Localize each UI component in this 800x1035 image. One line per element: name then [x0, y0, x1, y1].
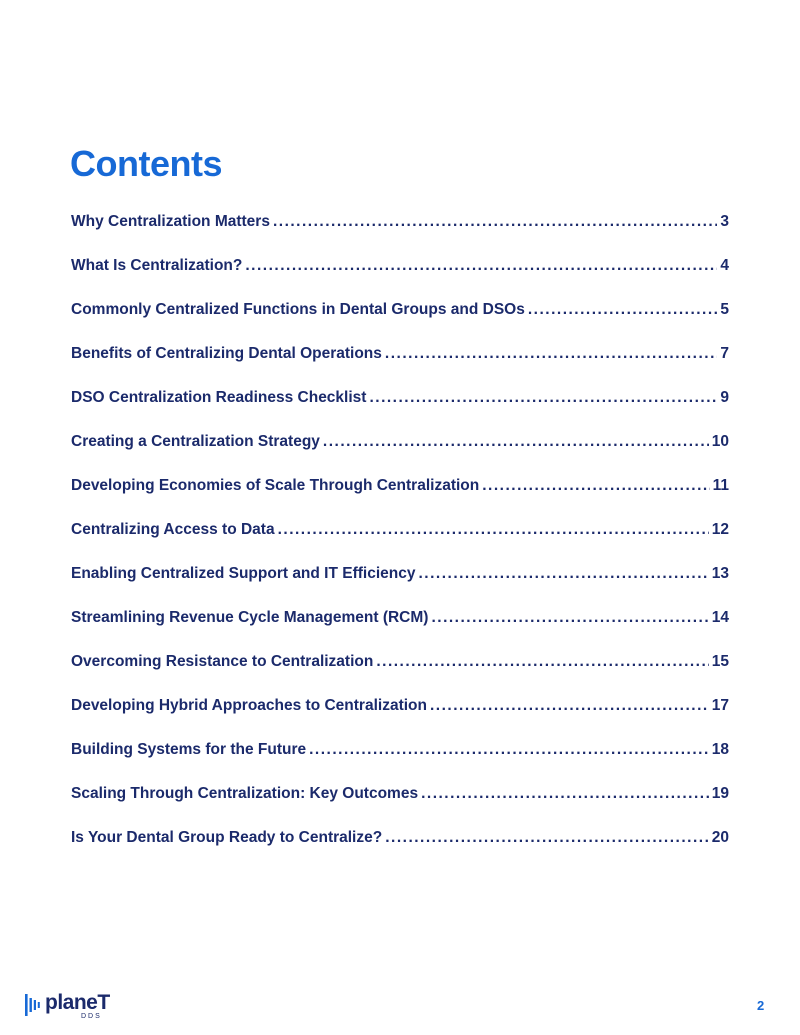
toc-page-number: 11	[712, 477, 729, 494]
table-of-contents	[71, 209, 729, 869]
planet-dds-logo	[25, 991, 125, 1024]
toc-leader-dots	[430, 693, 709, 719]
toc-entry-title: Scaling Through Centralization: Key Outcomes	[71, 785, 419, 802]
toc-entry[interactable]	[71, 429, 729, 473]
toc-entry[interactable]	[71, 693, 729, 737]
toc-leader-dots	[309, 737, 709, 763]
toc-page-number: 4	[720, 257, 729, 274]
toc-entry-title: Streamlining Revenue Cycle Management (RCM)	[71, 609, 429, 626]
toc-entry[interactable]	[71, 517, 729, 561]
toc-leader-dots	[278, 517, 709, 543]
toc-leader-dots	[273, 209, 717, 235]
toc-page-number: 15	[711, 653, 729, 670]
toc-entry[interactable]	[71, 297, 729, 341]
toc-page-number: 12	[711, 521, 729, 538]
toc-entry-title: Creating a Centralization Strategy	[71, 433, 320, 450]
page-number: 2	[757, 998, 765, 1013]
toc-page-number: 9	[720, 389, 729, 406]
logo-bars-icon	[25, 994, 41, 1016]
toc-entry[interactable]	[71, 825, 729, 869]
toc-entry-title: What Is Centralization?	[71, 257, 243, 274]
toc-page-number: 5	[720, 301, 729, 318]
toc-page-number: 17	[711, 697, 729, 714]
toc-leader-dots	[431, 605, 708, 631]
toc-entry[interactable]	[71, 253, 729, 297]
toc-entry-title: Commonly Centralized Functions in Dental Groups and DSOs	[71, 301, 525, 318]
toc-page-number: 20	[711, 829, 729, 846]
toc-leader-dots	[376, 649, 708, 675]
toc-entry[interactable]	[71, 341, 729, 385]
toc-entry[interactable]	[71, 209, 729, 253]
toc-entry-title: Developing Hybrid Approaches to Centralization	[71, 697, 427, 714]
toc-page-number: 7	[720, 345, 729, 362]
toc-leader-dots	[482, 473, 709, 499]
toc-leader-dots	[245, 253, 717, 279]
toc-entry-title: Building Systems for the Future	[71, 741, 307, 758]
toc-page-number: 19	[711, 785, 729, 802]
toc-entry[interactable]	[71, 649, 729, 693]
logo-wordmark: planeT	[45, 991, 110, 1014]
toc-page-number: 13	[711, 565, 729, 582]
toc-page-number: 18	[711, 741, 729, 758]
toc-entry-title: Why Centralization Matters	[71, 213, 270, 230]
toc-leader-dots	[418, 561, 708, 587]
toc-page-number: 14	[711, 609, 729, 626]
toc-leader-dots	[528, 297, 718, 323]
toc-leader-dots	[385, 341, 717, 367]
toc-leader-dots	[323, 429, 709, 455]
toc-entry[interactable]	[71, 473, 729, 517]
toc-entry-title: Benefits of Centralizing Dental Operations	[71, 345, 382, 362]
page-title: Contents	[70, 143, 222, 184]
toc-entry[interactable]	[71, 737, 729, 781]
toc-entry-title: Developing Economies of Scale Through Centralization	[71, 477, 480, 494]
toc-entry[interactable]	[71, 781, 729, 825]
toc-leader-dots	[369, 385, 717, 411]
toc-entry-title: Centralizing Access to Data	[71, 521, 275, 538]
toc-entry[interactable]	[71, 385, 729, 429]
toc-page-number: 3	[720, 213, 729, 230]
toc-entry-title: DSO Centralization Readiness Checklist	[71, 389, 367, 406]
toc-leader-dots	[421, 781, 709, 807]
toc-page-number: 10	[711, 433, 729, 450]
toc-entry-title: Overcoming Resistance to Centralization	[71, 653, 374, 670]
toc-leader-dots	[385, 825, 709, 851]
logo-subtext: DDS	[81, 1013, 102, 1020]
toc-entry-title: Enabling Centralized Support and IT Efficiency	[71, 565, 416, 582]
toc-entry[interactable]	[71, 605, 729, 649]
toc-entry[interactable]	[71, 561, 729, 605]
toc-entry-title: Is Your Dental Group Ready to Centralize?	[71, 829, 383, 846]
